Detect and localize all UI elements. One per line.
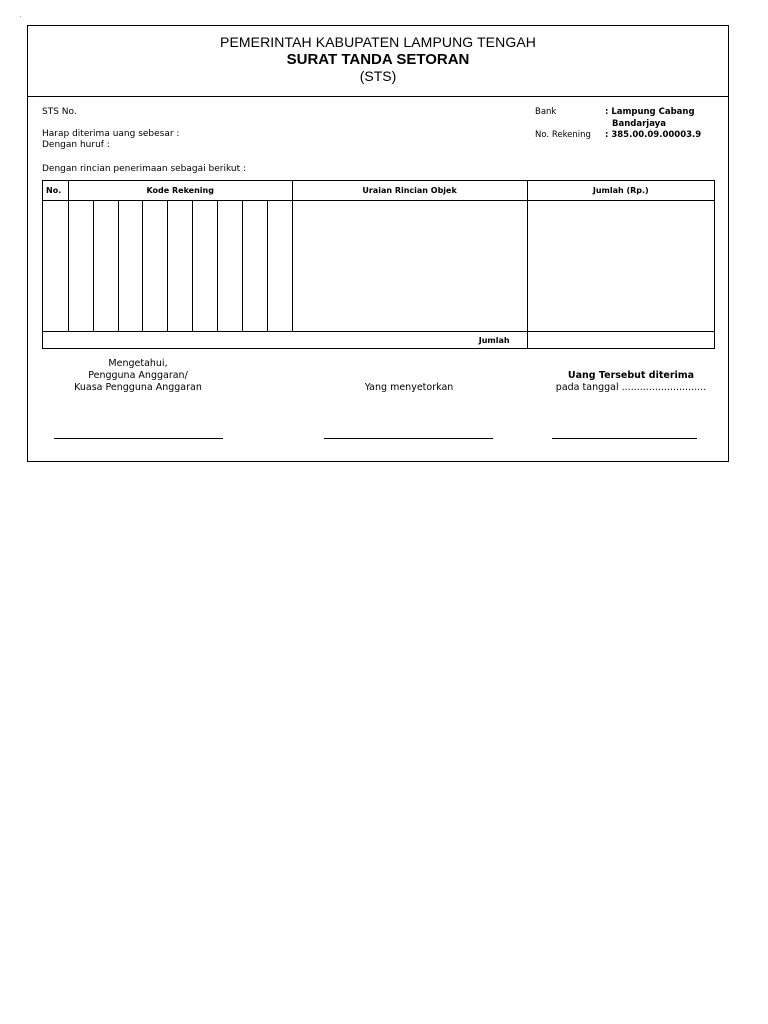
kode-cell xyxy=(242,201,267,332)
approver-line-1: Mengetahui, xyxy=(108,358,168,369)
column-header-no: No. xyxy=(43,181,69,201)
account-number-value: : 385.00.09.00003.9 xyxy=(605,130,702,140)
amount-label: Harap diterima uang sebesar : xyxy=(42,129,180,139)
approver-signature-line xyxy=(54,438,223,439)
page-marker xyxy=(20,16,21,17)
kode-cell xyxy=(217,201,242,332)
sts-number-label: STS No. xyxy=(42,107,77,117)
table-row xyxy=(43,201,715,332)
depositor-label: Yang menyetorkan xyxy=(364,382,454,393)
approver-line-2: Pengguna Anggaran/ xyxy=(88,370,188,381)
column-header-jumlah: Jumlah (Rp.) xyxy=(527,181,714,201)
kode-cell xyxy=(68,201,93,332)
column-header-kode-rekening: Kode Rekening xyxy=(68,181,292,201)
amount-words-label: Dengan huruf : xyxy=(42,140,110,150)
details-intro: Dengan rincian penerimaan sebagai berikut : xyxy=(42,164,247,174)
approver-line-3: Kuasa Pengguna Anggaran xyxy=(74,382,202,393)
depositor-block xyxy=(324,382,494,394)
approver-block xyxy=(48,358,228,394)
table-header-row xyxy=(43,181,715,201)
receiver-date: pada tanggal ............................ xyxy=(555,382,707,393)
detail-table xyxy=(42,180,715,349)
kode-cell xyxy=(93,201,118,332)
kode-cell xyxy=(267,201,292,332)
kode-cell xyxy=(168,201,193,332)
account-number-label: No. Rekening xyxy=(535,130,591,140)
total-value-cell xyxy=(527,332,714,349)
bank-branch: Bandarjaya xyxy=(612,119,666,129)
form-title: SURAT TANDA SETORAN xyxy=(286,51,470,68)
total-label: Jumlah xyxy=(43,332,528,349)
kode-cell xyxy=(118,201,143,332)
receiver-block xyxy=(546,370,716,394)
sts-form xyxy=(27,25,729,462)
table-total-row xyxy=(43,332,715,349)
receiver-label: Uang Tersebut diterima xyxy=(567,370,695,381)
kode-cell xyxy=(193,201,218,332)
bank-label: Bank xyxy=(535,107,557,117)
receiver-signature-line xyxy=(552,438,697,439)
kode-cell xyxy=(143,201,168,332)
jumlah-cell xyxy=(527,201,714,332)
bank-value: : Lampung Cabang xyxy=(605,107,695,117)
form-subtitle: (STS) xyxy=(359,68,397,84)
depositor-signature-line xyxy=(324,438,493,439)
uraian-cell xyxy=(292,201,527,332)
column-header-uraian: Uraian Rincian Objek xyxy=(292,181,527,201)
no-cell xyxy=(43,201,69,332)
government-name: PEMERINTAH KABUPATEN LAMPUNG TENGAH xyxy=(220,34,536,50)
form-header xyxy=(28,26,728,97)
